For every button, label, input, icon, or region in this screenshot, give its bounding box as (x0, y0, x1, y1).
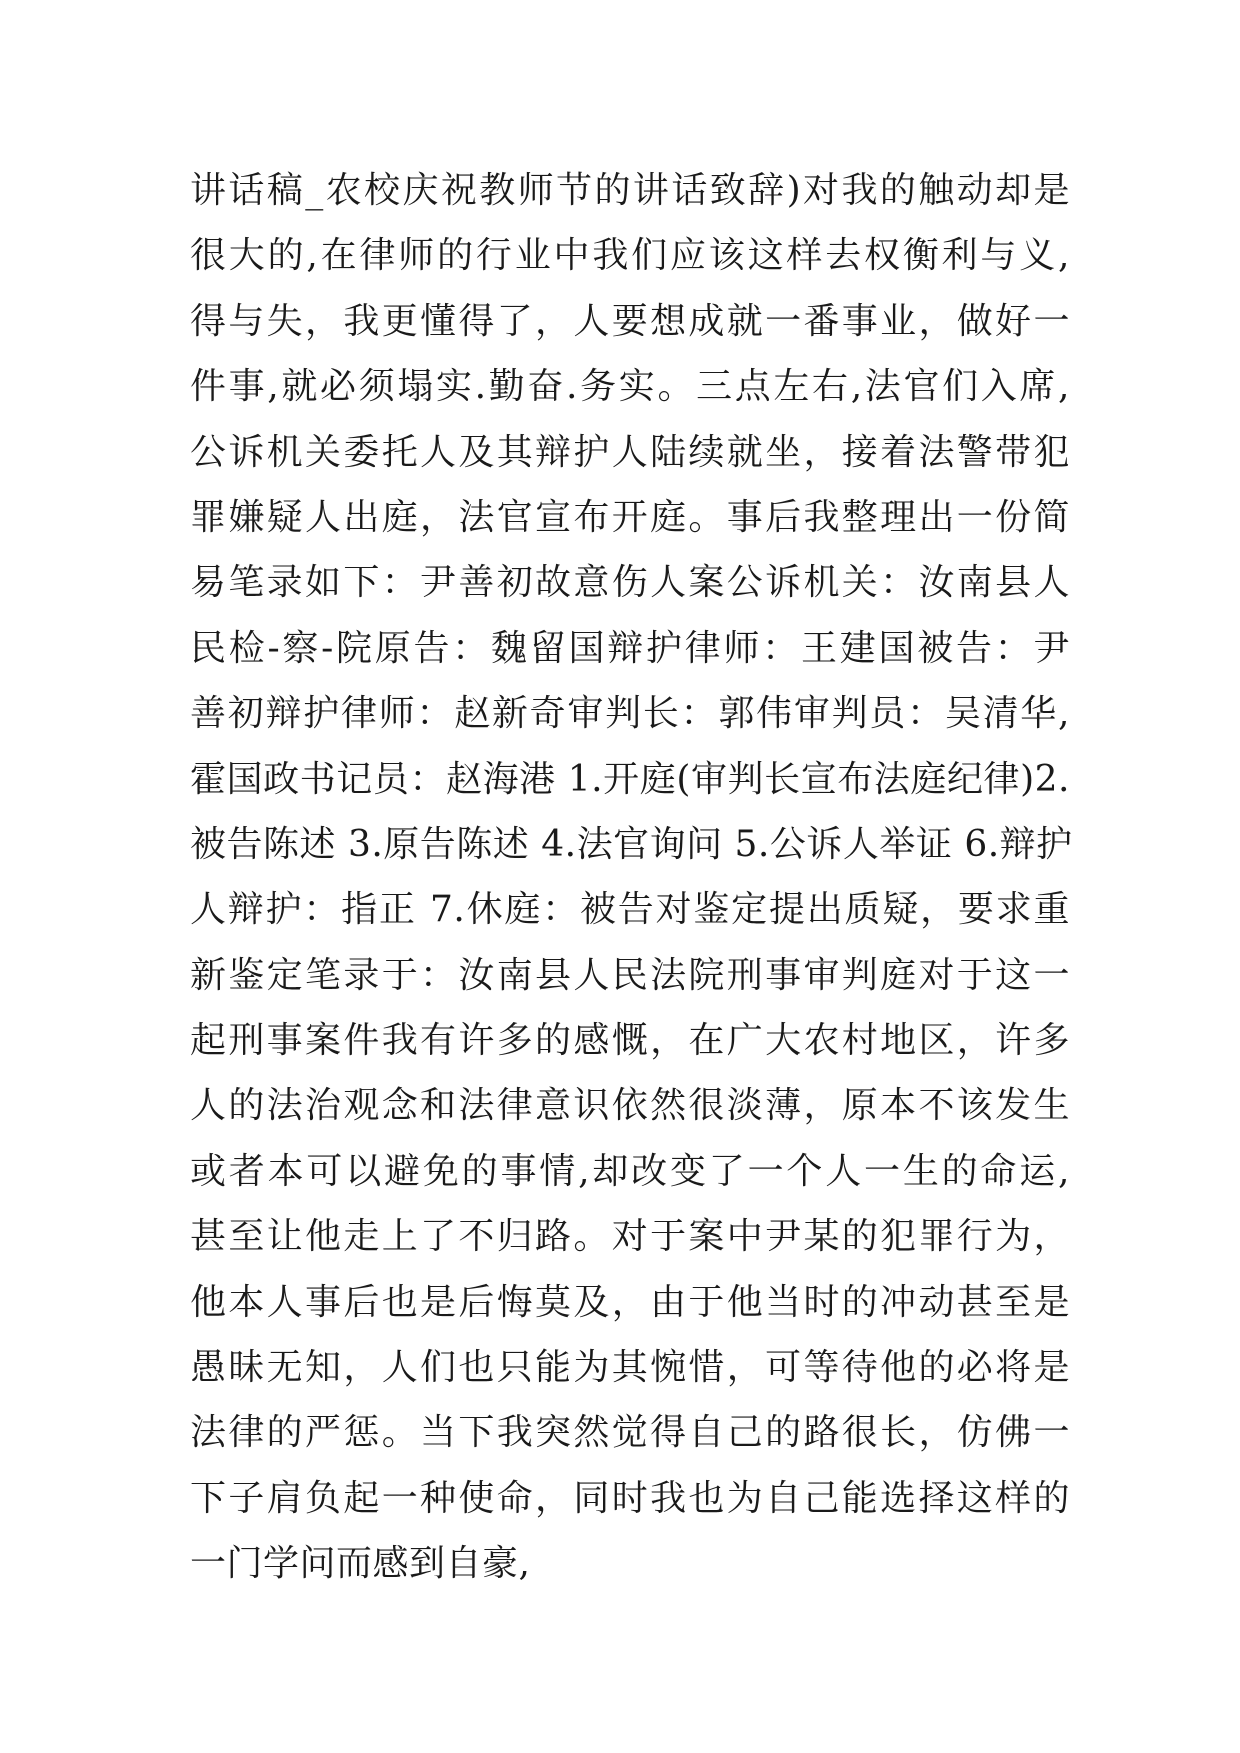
text-line: 愚昧无知，人们也只能为其惋惜，可等待他的必将是 (190, 1347, 1070, 1389)
text-line: 民检-察-院原告：魏留国辩护律师：王建国被告：尹 (190, 627, 1070, 669)
text-line: 善初辩护律师：赵新奇审判长：郭伟审判员：吴清华, (190, 693, 1070, 735)
text-line: 被告陈述 3.原告陈述 4.法官询问 5.公诉人举证 6.辩护 (190, 823, 1073, 865)
text-line: 很大的,在律师的行业中我们应该这样去权衡利与义, (190, 235, 1070, 277)
text-line: 起刑事案件我有许多的感慨，在广大农村地区，许多 (190, 1020, 1070, 1062)
body-text (190, 158, 1073, 1597)
text-line: 易笔录如下：尹善初故意伤人案公诉机关：汝南县人 (190, 562, 1070, 604)
text-line: 罪嫌疑人出庭，法官宣布开庭。事后我整理出一份简 (190, 496, 1070, 538)
text-line: 得与失，我更懂得了，人要想成就一番事业，做好一 (190, 300, 1070, 342)
text-line: 一门学问而感到自豪, (190, 1543, 531, 1585)
text-line: 法律的严惩。当下我突然觉得自己的路很长，仿佛一 (190, 1412, 1070, 1454)
text-line: 人辩护：指正 7.休庭：被告对鉴定提出质疑，要求重 (190, 889, 1070, 931)
text-line: 新鉴定笔录于：汝南县人民法院刑事审判庭对于这一 (190, 954, 1070, 996)
text-line: 霍国政书记员：赵海港 1.开庭(审判长宣布法庭纪律)2. (190, 758, 1070, 800)
text-line: 公诉机关委托人及其辩护人陆续就坐，接着法警带犯 (190, 431, 1070, 473)
text-line: 他本人事后也是后悔莫及，由于他当时的冲动甚至是 (190, 1281, 1070, 1323)
text-line: 或者本可以避免的事情,却改变了一个人一生的命运, (190, 1150, 1070, 1192)
text-line: 人的法治观念和法律意识依然很淡薄，原本不该发生 (190, 1085, 1070, 1127)
text-line: 甚至让他走上了不归路。对于案中尹某的犯罪行为， (190, 1216, 1070, 1258)
text-line: 件事,就必须塌实.勤奋.务实。三点左右,法官们入席, (190, 366, 1070, 408)
text-line: 讲话稿_农校庆祝教师节的讲话致辞)对我的触动却是 (190, 170, 1070, 211)
text-line: 下子肩负起一种使命，同时我也为自己能选择这样的 (190, 1477, 1070, 1519)
